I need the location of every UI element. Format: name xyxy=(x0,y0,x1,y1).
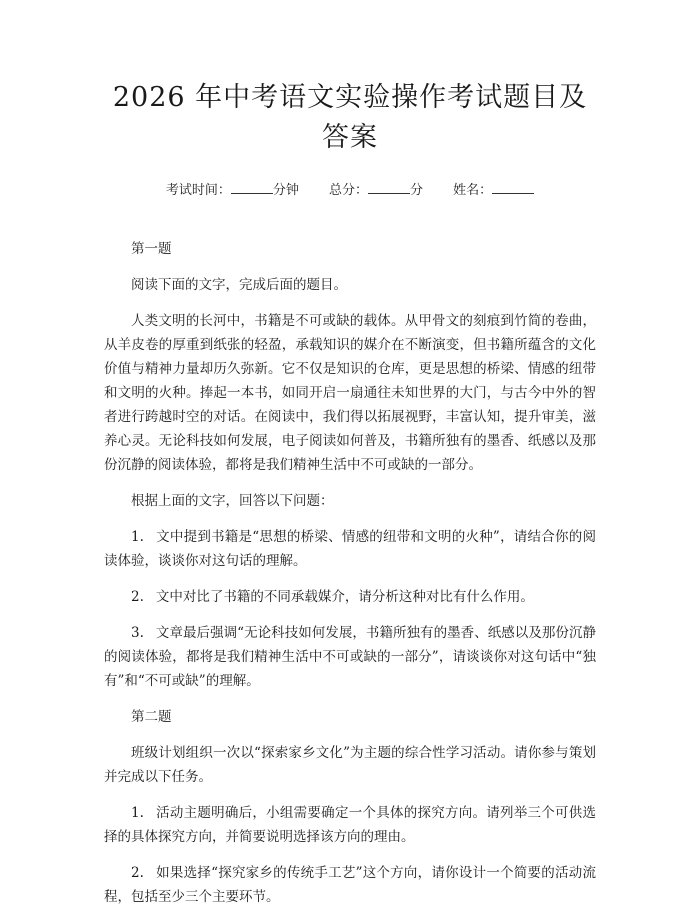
section2-intro: 班级计划组织一次以“探索家乡文化”为主题的综合性学习活动。请你参与策划并完成以下任务。 xyxy=(104,745,596,785)
section2-question xyxy=(104,801,596,849)
exam-content xyxy=(104,237,596,909)
total-score-label: 总分： xyxy=(328,183,368,198)
section1-instruction: 阅读下面的文字，完成后面的题目。 xyxy=(131,277,347,293)
student-name-blank xyxy=(492,180,534,194)
question-number: 3. xyxy=(131,625,144,641)
total-score-unit: 分 xyxy=(410,183,424,198)
student-name-label: 姓名： xyxy=(453,183,493,198)
section2-question xyxy=(104,861,596,909)
question-number: 2. xyxy=(131,865,144,881)
question-text: 文中提到书籍是“思想的桥梁、情感的纽带和文明的火种”，请结合你的阅读体验，谈谈你对这句话的理解。 xyxy=(104,529,596,569)
question-number: 1. xyxy=(131,805,144,821)
section1-passage: 人类文明的长河中，书籍是不可或缺的载体。从甲骨文的刻痕到竹简的卷曲，从羊皮卷的厚重到纸张的轻盈，承载知识的媒介在不断演变，但书籍所蕴含的文化价值与精神力量却历久弥新。它不仅是知识的仓库，更是思想的桥梁、情感的纽带和文明的火种。捧起一本书，如同开启一扇通往未知世界的大门，与古今中外的智者进行跨越时空的对话。在阅读中，我们得以拓展视野，丰富认知，提升审美，滋养心灵。无论科技如何发展，电子阅读如何普及，书籍所独有的墨香、纸感以及那份沉静的阅读体验，都将是我们精神生活中不可或缺的一部分。 xyxy=(104,313,596,473)
section1-question xyxy=(104,525,596,573)
section1-question xyxy=(104,621,596,693)
exam-time-blank xyxy=(231,180,273,194)
question-text: 如果选择“探究家乡的传统手工艺”这个方向，请你设计一个简要的活动流程，包括至少三个主要环节。 xyxy=(104,865,596,905)
section1-heading: 第一题 xyxy=(131,241,172,257)
exam-title: 2026 年中考语文实验操作考试题目及答案 xyxy=(112,82,588,153)
exam-time-unit: 分钟 xyxy=(272,183,299,198)
total-score xyxy=(329,183,423,198)
exam-time xyxy=(166,183,299,198)
question-number: 2. xyxy=(131,589,144,605)
exam-meta xyxy=(104,180,596,201)
exam-time-label: 考试时间： xyxy=(165,183,231,198)
section1-question xyxy=(104,585,596,609)
section2-heading: 第二题 xyxy=(131,709,172,725)
question-text: 活动主题明确后，小组需要确定一个具体的探究方向。请列举三个可供选择的具体探究方向，并简要说明选择该方向的理由。 xyxy=(104,805,596,845)
question-text: 文中对比了书籍的不同承载媒介，请分析这种对比有什么作用。 xyxy=(155,589,534,605)
student-name xyxy=(453,183,534,198)
section1-prompt: 根据上面的文字，回答以下问题： xyxy=(131,493,334,509)
question-number: 1. xyxy=(131,529,144,545)
question-text: 文章最后强调“无论科技如何发展，书籍所独有的墨香、纸感以及那份沉静的阅读体验，都将是我们精神生活中不可或缺的一部分”，请谈谈你对这句话中“独有”和“不可或缺”的理解。 xyxy=(104,625,596,689)
total-score-blank xyxy=(368,180,410,194)
